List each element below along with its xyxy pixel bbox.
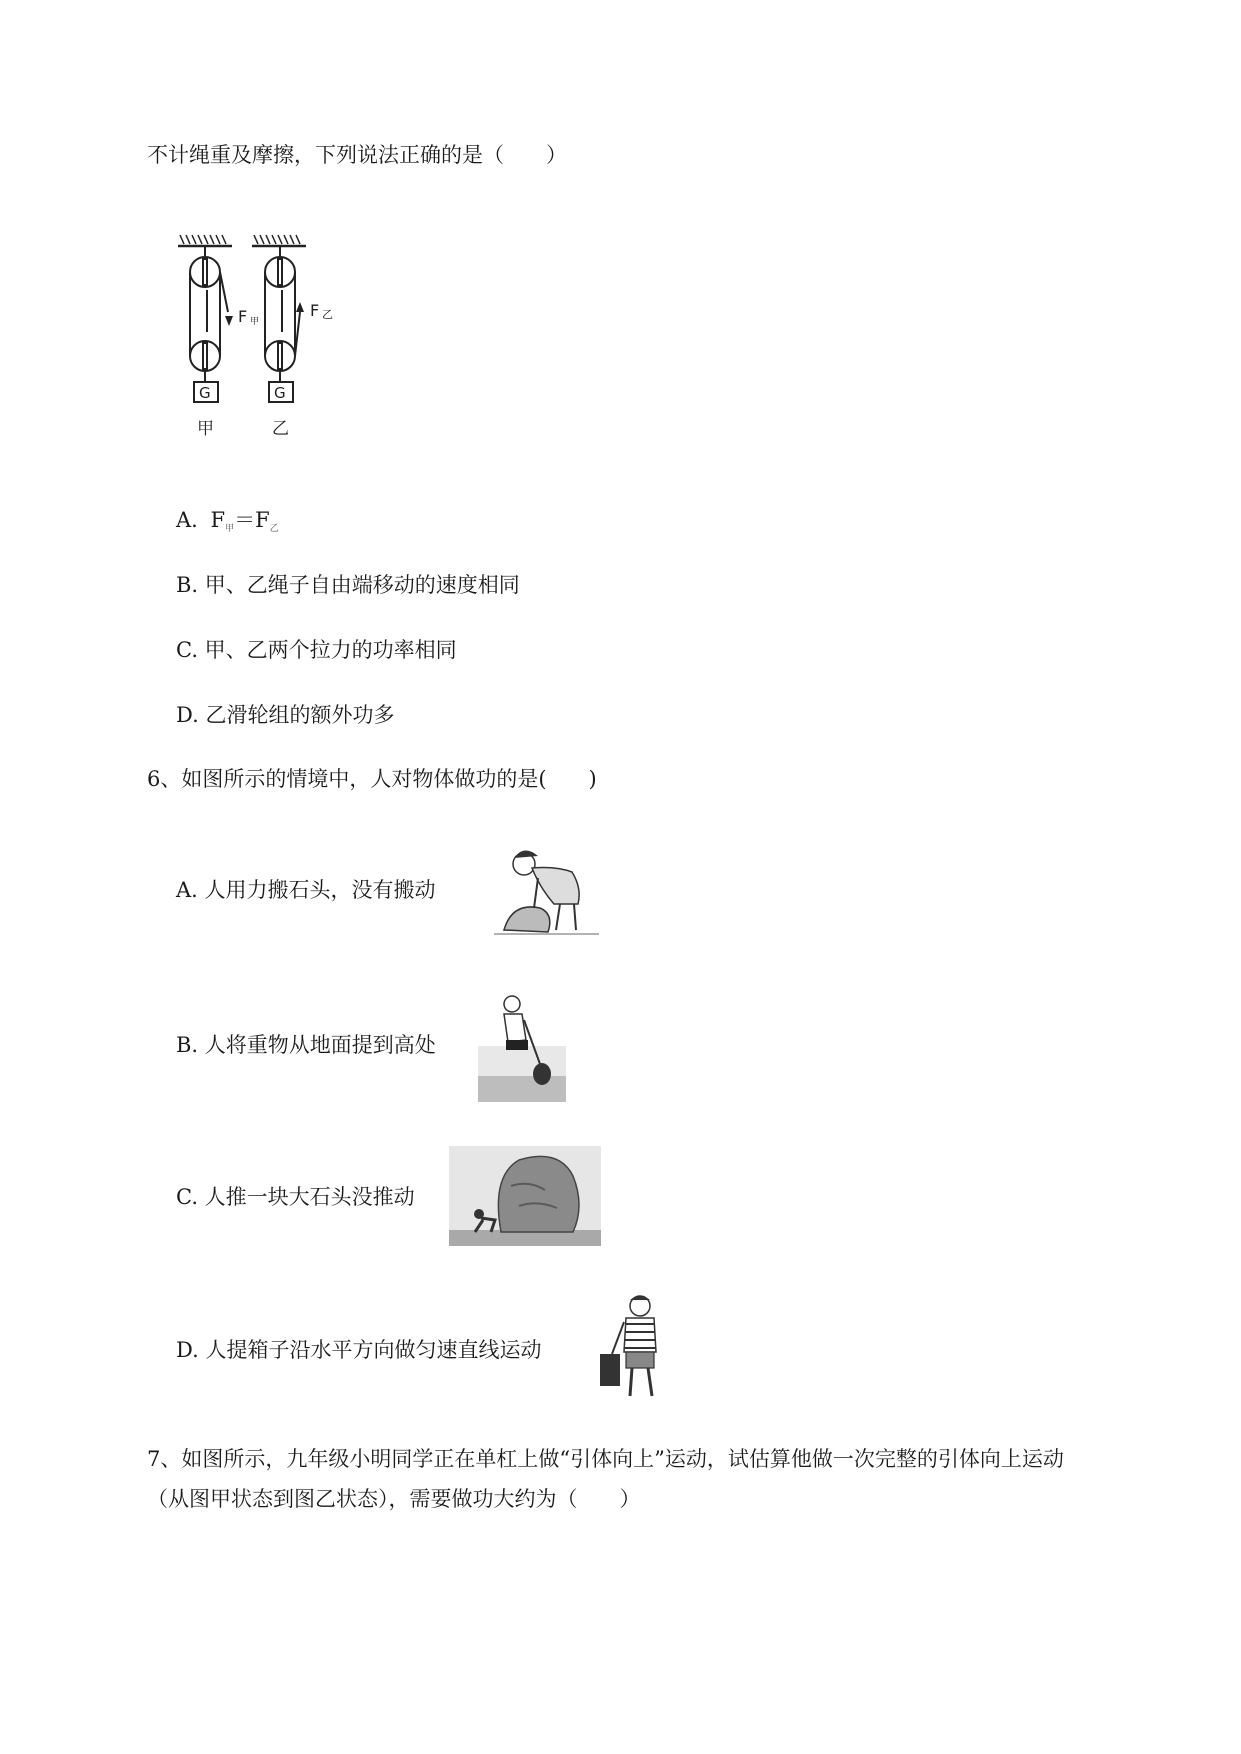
right-force-label: F xyxy=(310,301,320,320)
q5-option-a-prefix: A. xyxy=(176,508,198,532)
person-lifting-weight-illustration xyxy=(478,990,566,1102)
left-ceiling xyxy=(178,235,232,246)
q7-line-2: （从图甲状态到图乙状态），需要做功大约为（ ） xyxy=(147,1487,641,1511)
q5-option-b: B. 甲、乙绳子自由端移动的速度相同 xyxy=(176,573,520,597)
q5-option-a-f1: F xyxy=(210,508,226,532)
q5-option-a-sub1: 甲 xyxy=(225,524,235,534)
q6-a-illustration xyxy=(484,838,604,942)
q6-stem: 6、如图所示的情境中，人对物体做功的是( ) xyxy=(147,767,597,791)
right-force-arrow xyxy=(296,302,304,312)
q6-option-b: B. 人将重物从地面提到高处 xyxy=(176,1033,436,1057)
q5-option-a-eq: ＝ xyxy=(234,508,256,532)
q7-line-1: 7、如图所示，九年级小明同学正在单杠上做“引体向上”运动，试估算他做一次完整的引体向上运动 xyxy=(147,1447,1064,1471)
q5-option-a-sub2: 乙 xyxy=(269,524,279,534)
q6-b-illustration xyxy=(478,990,566,1102)
person-lifting-stone-illustration xyxy=(484,838,604,942)
left-pulley-system xyxy=(190,246,228,402)
q5-stem: 不计绳重及摩擦，下列说法正确的是（ ） xyxy=(147,143,567,167)
right-caption: 乙 xyxy=(272,419,289,439)
q6-option-d: D. 人提箱子沿水平方向做匀速直线运动 xyxy=(176,1338,542,1362)
left-force-sub: 甲 xyxy=(250,317,260,327)
left-force-arrow xyxy=(225,316,233,326)
q6-option-a: A. 人用力搬石头，没有搬动 xyxy=(176,878,436,902)
q6-option-c: C. 人推一块大石头没推动 xyxy=(176,1185,415,1209)
right-weight-label: G xyxy=(274,384,286,402)
right-force-sub: 乙 xyxy=(322,308,333,321)
person-pushing-boulder-illustration xyxy=(449,1146,601,1246)
left-caption: 甲 xyxy=(197,419,214,439)
left-weight-label: G xyxy=(199,384,211,402)
q5-option-d: D. 乙滑轮组的额外功多 xyxy=(176,703,395,727)
pulley-figure xyxy=(170,232,370,462)
right-pulley-system xyxy=(265,246,300,402)
q5-option-a xyxy=(176,505,279,544)
left-force-label: F xyxy=(238,307,248,326)
person-carrying-box-illustration xyxy=(594,1290,680,1402)
q6-c-illustration xyxy=(449,1146,601,1246)
pulley-diagram xyxy=(170,232,370,462)
q5-option-c: C. 甲、乙两个拉力的功率相同 xyxy=(176,638,457,662)
right-ceiling xyxy=(252,235,306,246)
q5-option-a-f2: F xyxy=(255,508,270,532)
q6-d-illustration xyxy=(594,1290,680,1402)
